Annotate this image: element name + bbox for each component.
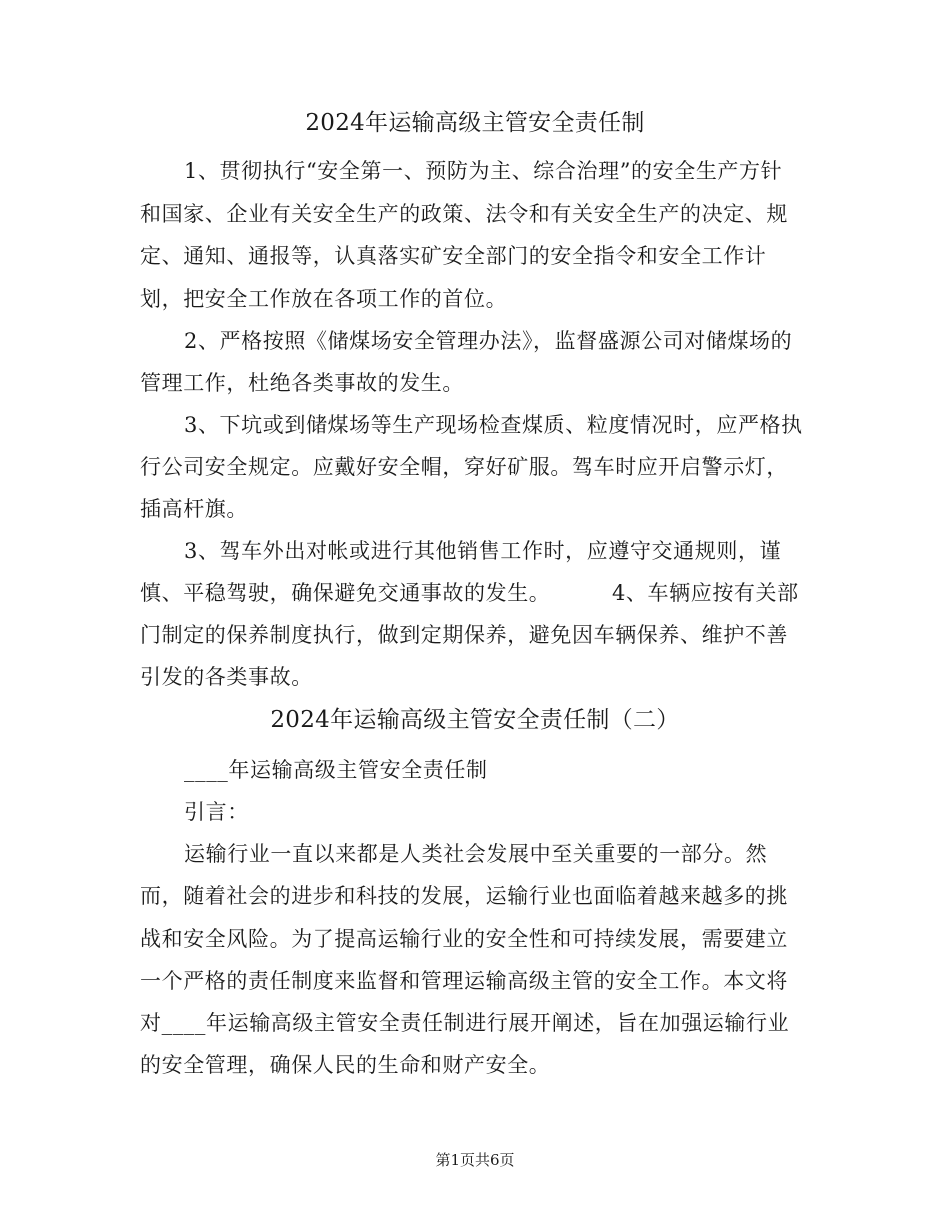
paragraph-line: 2、严格按照《储煤场安全管理办法》，监督盛源公司对储煤场的	[184, 329, 793, 353]
paragraph-line: 的安全管理，确保人民的生命和财产安全。	[140, 1053, 551, 1077]
paragraph-line: 划，把安全工作放在各项工作的首位。	[140, 287, 508, 311]
page-number: 第1页共6页	[435, 1151, 515, 1169]
paragraph-line: 门制定的保养制度执行，做到定期保养，避免因车辆保养、维护不善	[140, 623, 788, 647]
paragraph-line: 3、下坑或到储煤场等生产现场检查煤质、粒度情况时，应严格执	[184, 413, 803, 437]
paragraph-line: 行公司安全规定。应戴好安全帽，穿好矿服。驾车时应开启警示灯，	[140, 455, 788, 479]
paragraph-line: 一个严格的责任制度来监督和管理运输高级主管的安全工作。本文将	[140, 969, 788, 993]
paragraph-line: 管理工作，杜绝各类事故的发生。	[140, 371, 464, 395]
section-title: 2024年运输高级主管安全责任制（二）	[270, 707, 680, 733]
document-title: 2024年运输高级主管安全责任制	[305, 110, 645, 136]
paragraph-line: 战和安全风险。为了提高运输行业的安全性和可持续发展，需要建立	[140, 927, 788, 951]
paragraph-line: ____年运输高级主管安全责任制	[184, 758, 488, 782]
paragraph-line: 引言：	[184, 800, 249, 824]
paragraph-line: 插高杆旗。	[140, 497, 248, 521]
paragraph-line: 慎、平稳驾驶，确保避免交通事故的发生。 4、车辆应按有关部	[140, 581, 799, 605]
paragraph-line: 和国家、企业有关安全生产的政策、法令和有关安全生产的决定、规	[140, 202, 788, 226]
paragraph-line: 而，随着社会的进步和科技的发展，运输行业也面临着越来越多的挑	[140, 884, 788, 908]
paragraph-line: 引发的各类事故。	[140, 665, 313, 689]
paragraph-line: 定、通知、通报等，认真落实矿安全部门的安全指令和安全工作计	[140, 244, 767, 268]
paragraph-line: 1、贯彻执行“安全第一、预防为主、综合治理”的安全生产方针	[184, 159, 783, 183]
paragraph-line: 3、驾车外出对帐或进行其他销售工作时，应遵守交通规则，谨	[184, 539, 782, 563]
paragraph-line: 对____年运输高级主管安全责任制进行展开阐述，旨在加强运输行业	[140, 1011, 790, 1035]
paragraph-line: 运输行业一直以来都是人类社会发展中至关重要的一部分。然	[184, 842, 768, 866]
